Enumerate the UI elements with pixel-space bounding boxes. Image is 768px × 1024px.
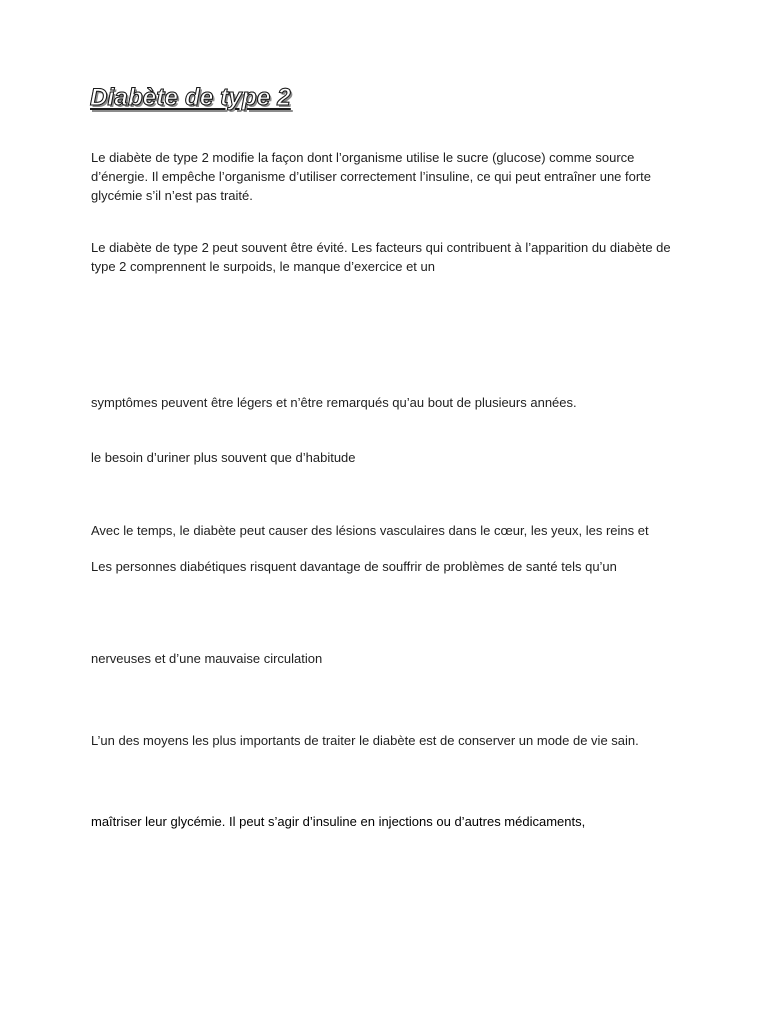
paragraph-urination: le besoin d’uriner plus souvent que d’habitude <box>91 450 356 465</box>
paragraph-circulation: nerveuses et d’une mauvaise circulation <box>91 651 323 666</box>
paragraph-symptoms: symptômes peuvent être légers et n’être remarqués qu’au bout de plusieurs années. <box>91 395 577 410</box>
paragraph-vascular-damage: Avec le temps, le diabète peut causer des lésions vasculaires dans le cœur, les yeux, les reins et <box>91 523 649 538</box>
paragraph-treatment: L’un des moyens les plus importants de traiter le diabète est de conserver un mode de vie sain. <box>91 733 639 748</box>
paragraph-risk-factors: Le diabète de type 2 peut souvent être évité. Les facteurs qui contribuent à l’apparition du diabète de type 2 comprennent le surpoids, le manque d’exercice et un <box>91 240 671 274</box>
paragraph-health-risks: Les personnes diabétiques risquent davantage de souffrir de problèmes de santé tels qu’un <box>91 559 617 574</box>
paragraph-intro: Le diabète de type 2 modifie la façon dont l’organisme utilise le sucre (glucose) comme source d’énergie. Il empêche l’organisme d’utiliser correctement l’insuline, ce qui peut entraîner une forte glycémie s’il n’est pas traité. <box>91 150 652 203</box>
document-title: Diabète de type 2 <box>90 84 291 111</box>
paragraph-medication: maîtriser leur glycémie. Il peut s’agir d’insuline en injections ou d’autres médicaments, <box>91 814 586 829</box>
